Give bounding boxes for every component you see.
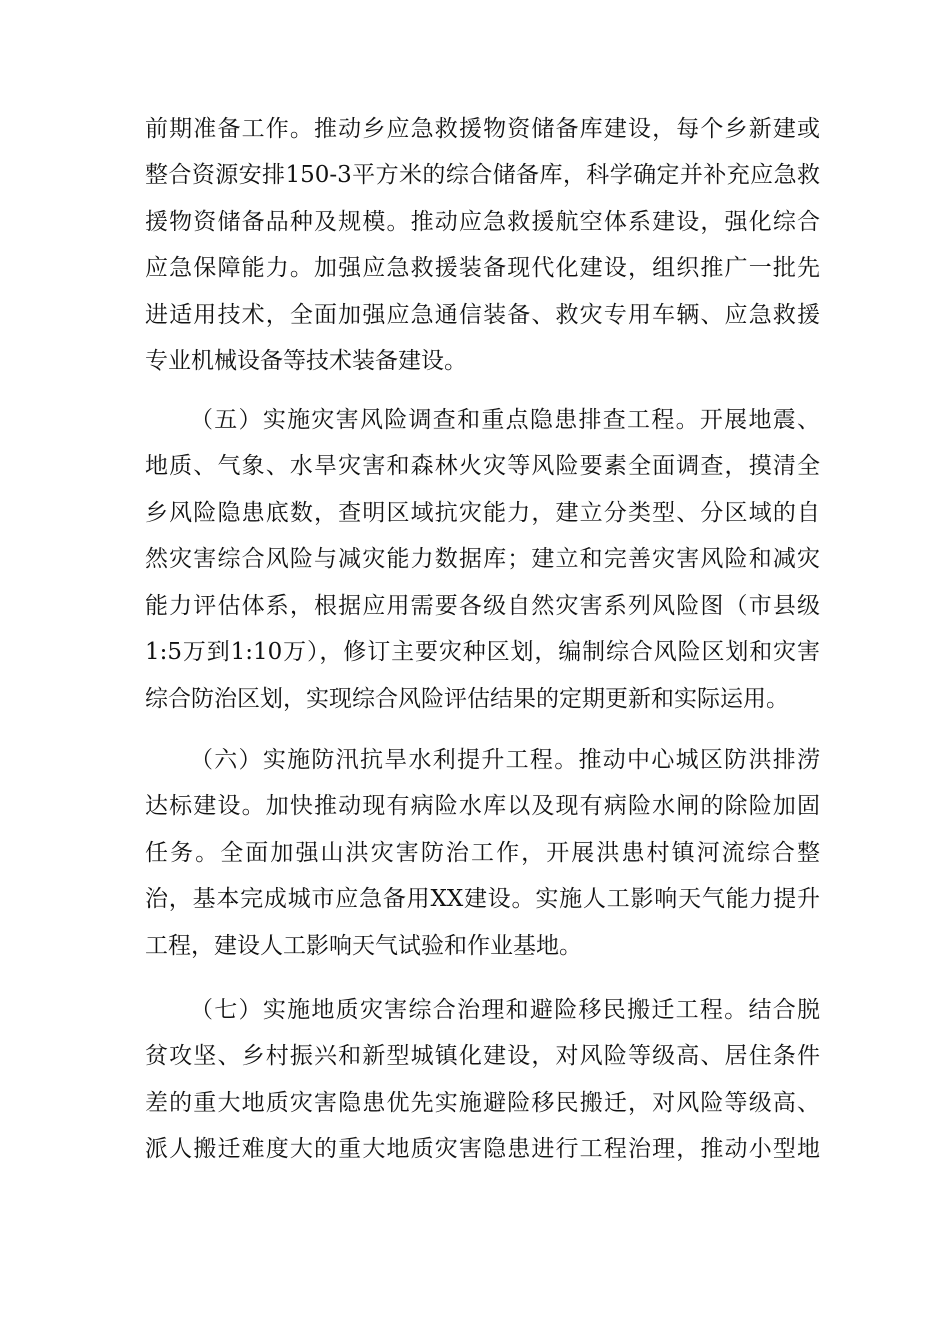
text-line: 差的重大地质灾害隐患优先实施避险移民搬迁，对风险等级高、: [145, 1090, 820, 1116]
text-line: 工程，建设人工影响天气试验和作业基地。: [145, 933, 582, 959]
text-line: 进适用技术，全面加强应急通信装备、救灾专用车辆、应急救援: [145, 302, 820, 328]
text-line: 治，基本完成城市应急备用XX建设。实施人工影响天气能力提升: [145, 886, 820, 912]
text-line: 前期准备工作。推动乡应急救援物资储备库建设，每个乡新建或: [145, 116, 820, 142]
text-line: 应急保障能力。加强应急救援装备现代化建设，组织推广一批先: [145, 255, 820, 281]
section-7-heading-line: （七）实施地质灾害综合治理和避险移民搬迁工程。结合脱: [190, 997, 820, 1023]
text-line: 援物资储备品种及规模。推动应急救援航空体系建设，强化综合: [145, 209, 820, 235]
text-line: 整合资源安排150-3平方米的综合储备库，科学确定并补充应急救: [145, 162, 820, 188]
text-line: 任务。全面加强山洪灾害防治工作，开展洪患村镇河流综合整: [145, 840, 820, 866]
text-line: 地质、气象、水旱灾害和森林火灾等风险要素全面调查，摸清全: [145, 453, 820, 479]
section-5-heading-line: （五）实施灾害风险调查和重点隐患排查工程。开展地震、: [190, 407, 820, 433]
text-line: 贫攻坚、乡村振兴和新型城镇化建设，对风险等级高、居住条件: [145, 1043, 820, 1069]
text-line: 达标建设。加快推动现有病险水库以及现有病险水闸的除险加固: [145, 793, 820, 819]
text-line: 专业机械设备等技术装备建设。: [145, 348, 467, 374]
text-line: 乡风险隐患底数，查明区域抗灾能力，建立分类型、分区域的自: [145, 500, 820, 526]
text-line: 派人搬迁难度大的重大地质灾害隐患进行工程治理，推动小型地: [145, 1136, 820, 1162]
section-6-heading-line: （六）实施防汛抗旱水利提升工程。推动中心城区防洪排涝: [190, 747, 820, 773]
text-line: 综合防治区划，实现综合风险评估结果的定期更新和实际运用。: [145, 686, 789, 712]
text-line: 然灾害综合风险与减灾能力数据库；建立和完善灾害风险和减灾: [145, 546, 820, 572]
text-line: 1:5万到1:10万），修订主要灾种区划，编制综合风险区划和灾害: [145, 639, 820, 665]
text-line: 能力评估体系，根据应用需要各级自然灾害系列风险图（市县级: [145, 593, 820, 619]
